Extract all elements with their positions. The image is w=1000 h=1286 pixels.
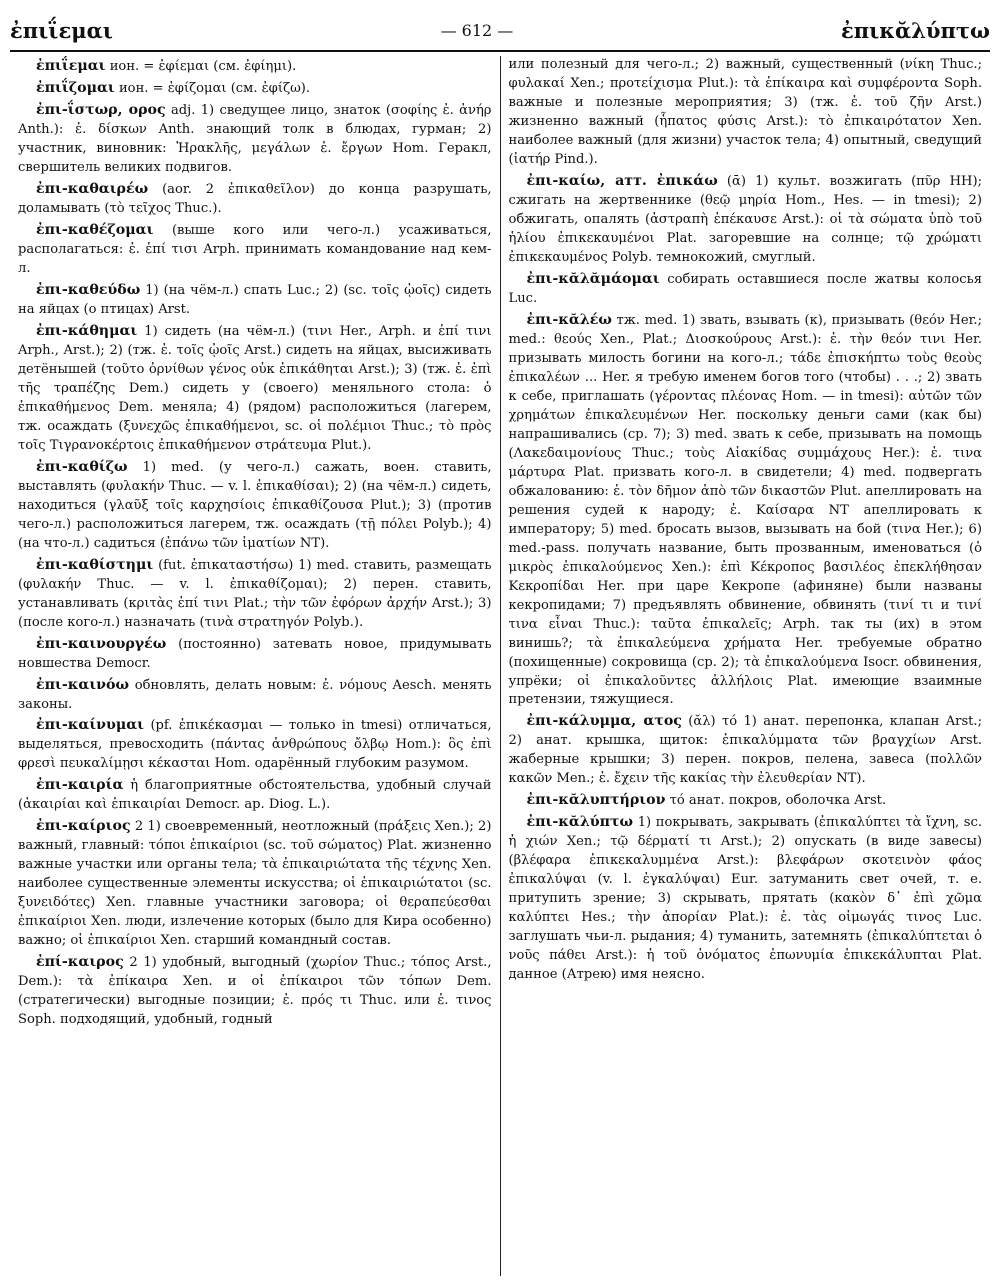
dictionary-entry: [18, 457, 492, 554]
dictionary-entry: [18, 280, 492, 320]
entry-headword: ἐπι-καθίζω: [36, 458, 128, 475]
entry-headword: ἐπι-καίω, атт. ἐπικάω: [526, 172, 718, 189]
entry-definition: (выше кого или чего-л.) усаживаться, располагаться: ἐ. ἐπί τισι Arph. принимать командование над кем-л.: [18, 222, 492, 276]
entry-headword: ἐπι-κᾰλυπτήριον: [526, 792, 666, 809]
dictionary-entry: [509, 711, 983, 789]
dictionary-entry: [509, 812, 983, 985]
dictionary-entry: [18, 675, 492, 715]
entry-definition: или полезный для чего-л.; 2) важный, существенный (νίκη Thuc.; φυλακαί Xen.; προτείχισμα Plut.): τὰ ἐπίκαιρα καὶ συμφέροντα Soph. важные и полезные мероприятия; 3) (тж. ἐ. τοῦ ζῆν Arst.) жизненно важный (ἧπατος φύσις Arst.): τὸ ἐπικαιρότατον Xen. наиболее важный (для жизни) участок тела; 4) опытный, сведущий (ἰατήρ Pind.).: [508, 57, 982, 167]
entry-definition: собирать оставшиеся после жатвы колосья Luc.: [508, 271, 982, 306]
entry-definition: ἡ благоприятные обстоятельства, удобный случай (ἀκαιρίαι καὶ ἐπικαιρίαι Democr. ap. Diog. L.).: [18, 778, 492, 813]
dictionary-entry: [18, 775, 492, 815]
dictionary-entry: [509, 310, 983, 711]
entry-headword: ἐπι-κάθημαι: [36, 322, 138, 339]
entry-definition: τό анат. покров, оболочка Arst.: [669, 793, 887, 809]
dictionary-entry: [18, 715, 492, 774]
dictionary-entry: [18, 555, 492, 633]
entry-headword: ἐπι-κᾰλέω: [526, 311, 612, 328]
dictionary-entry: [18, 100, 492, 178]
entry-definition: (ᾱ) 1) культ. возжигать (πῦρ HH); сжигать на жертвеннике (θεῷ μηρία Hom., Hes. — in tmesi); 2) обжигать, опалять (ἀστραπὴ ἐπέκαυσε Arst.): οἱ τὰ σώματα ὑπὸ τοῦ ἡλίου ἐπικεκαυμένοι Plat. загоревшие на солнце; τῷ χρώματι ἐπικεκαυμένος Polyb. темнокожий, смуглый.: [508, 173, 982, 265]
dictionary-entry: [18, 816, 492, 951]
dictionary-entry: [18, 56, 492, 77]
running-head-right: ἐπικᾰλύπτω: [840, 17, 990, 43]
entry-definition: тж. med. 1) звать, взывать (к), призывать (θεόν Her.; med.: θεούς Xen., Plat.; Διοσκούρους Arst.): ἐ. τὴν θεόν τινι Her. призывать милость богини на кого-л.; τάδε ἐπισκήπτω τοὺς θεοὺς ἐπικαλέων ... Her. я требую именем богов того (чтобы) . . .; 2) звать к себе, приглашать (γέροντας πλέονας Hom. — in tmesi): αὐτῶν τῶν χρημάτων ἐπικαλευμένων Her. поскольку деньги сами (как бы) напрашивались (ср. 7); 3) med. звать к себе, призывать на помощь (Λακεδαιμονίους Thuc.; τοὺς Αἰακίδας συμμάχους Her.): ἐ. τινα μάρτυρα Plat. призвать кого-л. в свидетели; 4) med. подвергать обжалованию: ἐ. τὸν δῆμον ἀπὸ τῶν δικαστῶν Plut. апеллировать на решения судей к народу; ἐ. Καίσαρα NT апеллировать к императору; 5) med. бросать вызов, вызывать на бой (τινα Her.); 6) med.-pass. получать название, быть прозванным, именоваться (ὁ μικρὸς ἐπικαλούμενος Xen.): ἐπὶ Κέκροπος βασιλέος ἐπεκλήθησαν Κεκροπίδαι Her. при царе Кекропе (афиняне) были названы кекропидами; 7) предъявлять обвинение, обвинять (τινί τι и τινί τινα εἶναι Thuc.): ταῦτα ἐπικαλεῖς; Arph. так ты (их) в этом винишь?; τὰ ἐπικαλεύμενα χρήματα Her. требуемые обратно (похищенные) сокровища (ср. 2); τὰ ἐπικαλούμενα Isocr. обвинения, упрёки; οἱ ἐπικαλοῦντες ἀλλήλοις Plat. имеющие взаимные претензии, тяжущиеся.: [508, 312, 982, 708]
dictionary-entry: [509, 790, 983, 811]
entry-headword: ἐπιΐεμαι: [36, 58, 106, 74]
entry-headword: ἐπιΐζομαι: [36, 79, 115, 96]
entry-definition: 2 1) удобный, выгодный (χωρίον Thuc.; τόπος Arst., Dem.): τὰ ἐπίκαιρα Xen. и οἱ ἐπίκαιροι τῶν τόπων Dem. (стратегически) выгодные позиции; ἐ. πρός τι Thuc. или ἐ. τινος Soph. подходящий, удобный, годный: [18, 955, 492, 1028]
entry-headword: ἐπι-καινόω: [36, 676, 129, 693]
entry-definition: 1) (на чём-л.) спать Luc.; 2) (sc. τοῖς ᾠοῖς) сидеть на яйцах (о птицах) Arst.: [18, 282, 492, 317]
dictionary-entry: [18, 220, 492, 279]
dictionary-columns: [10, 56, 990, 1276]
entry-headword: ἐπι-καίνυμαι: [36, 717, 145, 734]
dictionary-entry: [18, 78, 492, 99]
entry-headword: ἐπι-καθεύδω: [36, 281, 141, 298]
entry-headword: ἐπι-ΐστωρ, ορος: [36, 101, 166, 118]
entry-definition: (aor. 2 ἐπικαθεῖλον) до конца разрушать, доламывать (τὸ τεῖχος Thuc.).: [18, 181, 492, 216]
entry-definition: ион. = ἐφίεμαι (см. ἐφίημι).: [109, 59, 297, 74]
dictionary-entry: [18, 952, 492, 1030]
entry-headword: ἐπι-κᾰλύπτω: [526, 814, 634, 831]
entry-definition: ион. = ἐφίζομαι (см. ἐφίζω).: [118, 80, 311, 96]
entry-headword: ἐπι-κάλυμμα, ατος: [526, 713, 682, 730]
entry-definition: 1) покрывать, закрывать (ἐπικαλύπτει τὰ ἴχνη, sc. ἡ χιών Xen.; τῷ δέρματί τι Arst.); 2) опускать (в виде завесы) (βλέφαρα ἐπικεκαλυμμένα Arst.): βλεφάρων σκοτεινὸν φάος ἐπικαλύψαι (v. l. ἐγκαλύψαι) Eur. затуманить свет очей, т. е. притупить зрение; 3) скрывать, прятать (κακὸν δ᾽ ἐπὶ χῶμα καλύπτει Hes.; τὴν ἀπορίαν Plat.): ἐ. τὰς οἰμωγάς τινος Luc. заглушать чьи-л. рыдания; 4) туманить, затемнять (ἐπικαλύπτεται ὁ νοῦς πάθει Arst.): ἡ τοῦ ὀνόματος ἐπωνυμία ἐπικεκάλυπται Plat. данное (Атрею) имя неясно.: [508, 815, 982, 983]
entry-headword: ἐπι-καιρία: [36, 777, 124, 794]
entry-definition: (ᾰλ) τό 1) анат. перепонка, клапан Arst.; 2) анат. крышка, щиток: ἐπικαλύμματα τῶν βραγχίων Arst. жаберные крышки; 3) перен. покров, пелена, завеса (πολλῶν κακῶν Men.; ἐ. ἔχειν τῆς κακίας τὴν ἐλευθερίαν NT).: [508, 714, 982, 787]
entry-headword: ἐπι-καθαιρέω: [36, 180, 149, 197]
entry-headword: ἐπί-καιρος: [36, 954, 124, 971]
entry-headword: ἐπι-καινουργέω: [36, 635, 167, 652]
entry-headword: ἐπι-καθέζομαι: [36, 221, 154, 238]
entry-definition: обновлять, делать новым: ἐ. νόμους Aesch. менять законы.: [18, 677, 492, 712]
dictionary-entry: [18, 321, 492, 456]
page-number: — 612 —: [440, 20, 514, 40]
dictionary-entry: [18, 179, 492, 219]
dictionary-entry: [509, 56, 983, 170]
entry-definition: 2 1) своевременный, неотложный (πράξεις Xen.); 2) важный, главный: τόποι ἐπικαίριοι (sc. τοῦ σώματος) Plat. жизненно важные участки или органы тела; τὰ ἐπικαιριώτατα τῆς τέχνης Xen. наиболее существенные элементы искусства; οἱ ἐπικαιριώτατοι (sc. ξυνειδότες) Xen. главные участники заговора; οἱ θεραπεύεσθαι ἐπικαίριοι Xen. люди, излечение которых (было для Кира особенно) важно; οἱ ἐπικαίριοι Xen. старший командный состав.: [18, 819, 492, 949]
entry-definition: 1) med. (у чего-л.) сажать, воен. ставить, выставлять (φυλακήν Thuc. — v. l. ἐπικαθίσαι); 2) (на чём-л.) сидеть, находиться (γλαῦξ τοῖς καρχησίοις ἐπικαθίζουσα Plut.); 3) (против чего-л.) расположиться лагерем, тж. осаждать (τῇ πόλει Polyb.); 4) (на что-л.) садиться (ἐπάνω τῶν ἱματίων NT).: [18, 459, 492, 551]
entry-definition: adj. 1) сведущее лицо, знаток (σοφίης ἐ. ἀνήρ Anth.): ἐ. δίσκων Anth. знающий толк в блюдах, гурман; 2) участник, виновник: Ἡρακλῆς, μεγάλων ἐ. ἔργων Hom. Геракл, свершитель великих подвигов.: [18, 102, 492, 175]
entry-headword: ἐπι-καθίστημι: [36, 556, 154, 573]
dictionary-entry: [509, 171, 983, 268]
entry-headword: ἐπι-καίριος: [36, 818, 131, 835]
dictionary-entry: [509, 269, 983, 309]
entry-definition: (постоянно) затевать новое, придумывать новшества Democr.: [18, 636, 492, 671]
dictionary-entry: [18, 634, 492, 674]
entry-definition: 1) сидеть (на чём-л.) (τινι Her., Arph. и ἐπί τινι Arph., Arst.); 2) (тж. ἐ. τοῖς ᾠοῖς Arst.) сидеть на яйцах, высиживать детёнышей (τοῦτο ὀρνίθων γένος οὐκ ἐπικάθηται Arst.); 3) (тж. ἐ. ἐπὶ τῆς τραπέζης Dem.) сидеть у (своего) меняльного стола: ὁ ἐπικαθήμενος Dem. меняла; 4) (рядом) расположиться (лагерем, тж. осаждать (ξυνεχῶς ἐπικαθήμενοι, sc. οἱ πολέμιοι Thuc.; τὸ πρὸς τοῖς Τιγρανοκέρτοις ἐπικαθήμενον στράτευμα Plut.).: [18, 323, 492, 453]
right-column: [500, 56, 991, 1276]
page-header: [10, 10, 990, 52]
running-head-left: ἐπιΐεμαι: [10, 17, 113, 43]
entry-headword: ἐπι-κᾰλᾰμάομαι: [526, 270, 660, 287]
entry-definition: (pf. ἐπικέκασμαι — только in tmesi) отличаться, выделяться, превосходить (πάντας ἀνθρώπους ὄλβῳ Hom.): ὃς ἐπὶ φρεσὶ πευκαλίμῃσι κέκασται Hom. одарённый глубоким разумом.: [18, 718, 492, 772]
left-column: [10, 56, 500, 1276]
entry-definition: (fut. ἐπικαταστήσω) 1) med. ставить, размещать (φυλακήν Thuc. — v. l. ἐπικαθίζομαι); 2) перен. ставить, устанавливать (κριτὰς ἐπί τινι Plat.; τὴν τῶν ἐφόρων ἀρχήν Arst.); 3) (после кого-л.) назначать (τινὰ στρατηγόν Polyb.).: [18, 557, 492, 630]
